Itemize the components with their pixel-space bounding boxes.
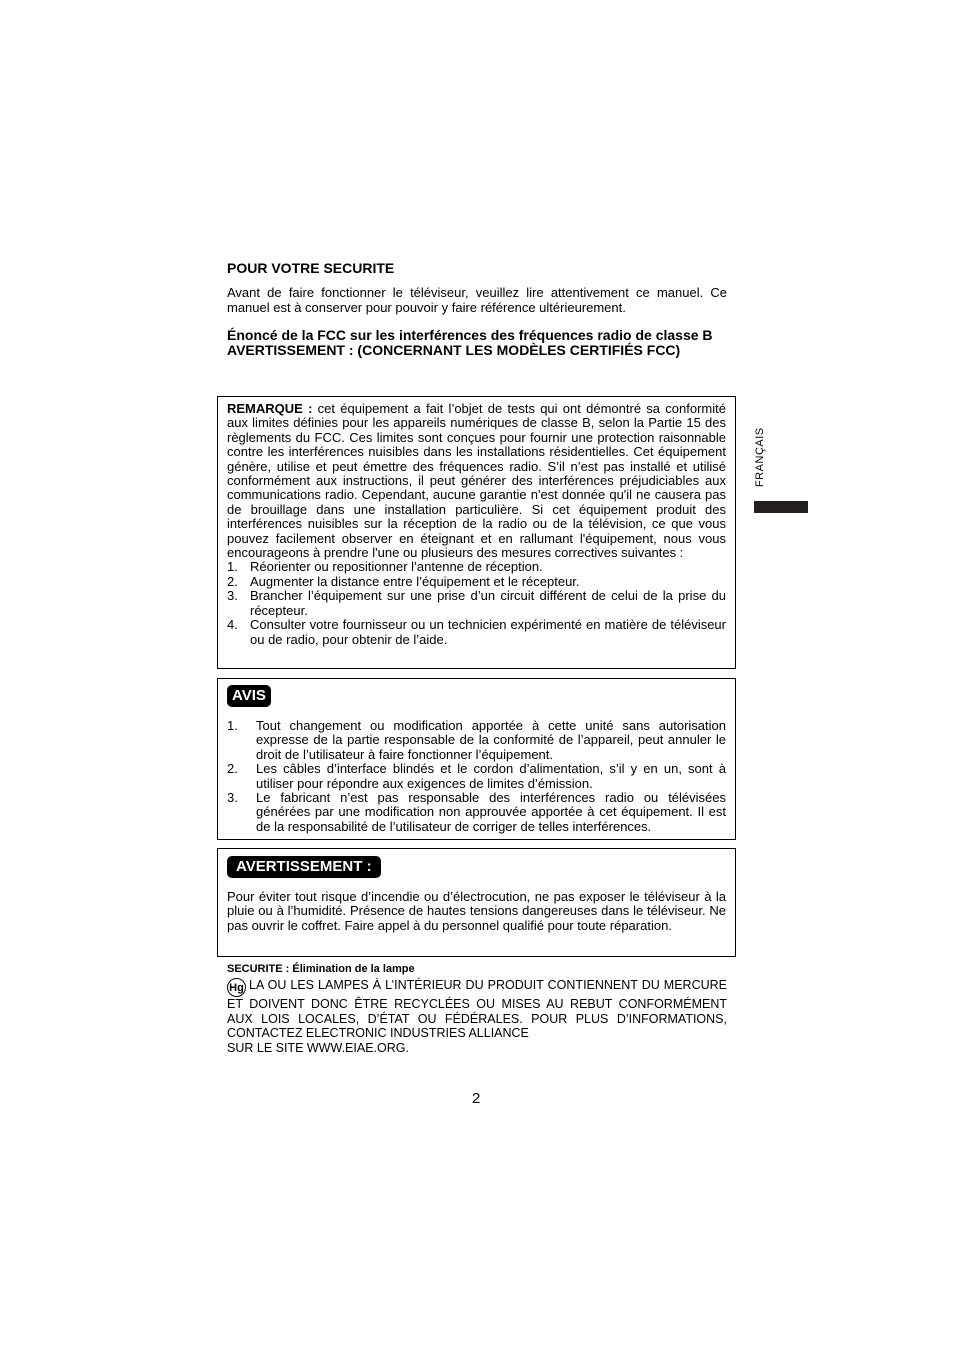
list-item <box>227 791 726 834</box>
list-item-text: Augmenter la distance entre l’équipement et le récepteur. <box>250 573 580 589</box>
avis-list <box>227 719 726 834</box>
list-item <box>227 589 726 618</box>
remarque-list <box>227 560 726 646</box>
remarque-lead: REMARQUE : <box>227 401 313 416</box>
fcc-title <box>227 328 732 357</box>
avertissement-badge: AVERTISSEMENT : <box>227 856 381 878</box>
list-item-text: Le fabricant n’est pas responsable des interférences radio ou télévisées générées par une modification non approuvée apportée à cet équipement. Il est de la responsabilité de l’utilisateur de corriger de telles interférences. <box>256 790 726 834</box>
intro-paragraph: Avant de faire fonctionner le téléviseur, veuillez lire attentivement ce manuel. Ce manuel est à conserver pour pouvoir y faire référence ultérieurement. <box>227 285 727 315</box>
page-number: 2 <box>472 1090 481 1107</box>
lamp-disposal-heading: SECURITE : Élimination de la lampe <box>227 963 415 975</box>
list-item-number: 4. <box>227 617 238 633</box>
list-item <box>227 560 726 574</box>
lamp-disposal-body: LA OU LES LAMPES À L’INTÉRIEUR DU PRODUIT CONTIENNENT DU MERCURE ET DOIVENT DONC ÊTRE RECYCLÉES OU MISES AU REBUT CONFORMÉMENT AUX LOIS LOCALES, D’ÉTAT OU FÉDÉRALES. POUR PLUS D’INFORMATIONS, CONTACTEZ ELECTRONIC INDUSTRIES ALLIANCE <box>227 978 727 1041</box>
list-item-number: 3. <box>227 790 238 806</box>
mercury-hg-icon: Hg <box>227 978 246 997</box>
fcc-title-line1: Énoncé de la FCC sur les interférences des fréquences radio de classe B <box>227 327 713 343</box>
language-tab-label: FRANÇAIS <box>754 427 766 487</box>
remarque-text: cet équipement a fait l’objet de tests qui ont démontré sa conformité aux limites définies pour les appareils numériques de classe B, selon la Partie 15 des règlements du FCC. Ces limites sont conçues pour fournir une protection raisonnable contre les interférences nuisibles dans les installations résidentielles. Cet équipement génère, utilise et peut émettre des fréquences radio. S’il n’est pas installé et utilisé conformément aux instructions, il peut générer des interférences préjudiciables aux communications radio. Cependant, aucune garantie n'est donnée qu'il ne causera pas de brouillage dans une installation particulière. Si cet équipement produit des interférences nuisibles sur la réception de la radio ou de la télévision, ce que vous pouvez facilement observer en éteignant et en rallumant l'équipement, nous vous encourageons à prendre l'une ou plusieurs des mesures correctives suivantes : <box>227 401 726 561</box>
list-item <box>227 618 726 647</box>
list-item-number: 3. <box>227 588 238 604</box>
avis-badge: AVIS <box>227 685 271 707</box>
list-item-number: 1. <box>227 559 238 575</box>
list-item <box>227 575 726 589</box>
list-item-text: Les câbles d’interface blindés et le cordon d’alimentation, s’il y en un, sont à utiliser pour répondre aux exigences de limites d’émission. <box>256 761 726 791</box>
list-item-number: 2. <box>227 761 238 777</box>
remarque-paragraph <box>227 402 726 560</box>
list-item-text: Brancher l’équipement sur une prise d’un circuit différent de celui de la prise du récepteur. <box>250 588 726 618</box>
avertissement-box <box>217 848 736 957</box>
avis-box <box>217 678 736 840</box>
list-item <box>227 762 726 791</box>
list-item-number: 2. <box>227 573 238 589</box>
list-item-text: Consulter votre fournisseur ou un technicien expérimenté en matière de téléviseur ou de radio, pour obtenir de l’aide. <box>250 617 726 647</box>
avertissement-text: Pour éviter tout risque d’incendie ou d’électrocution, ne pas exposer le téléviseur à la pluie ou à l’humidité. Présence de hautes tensions dangereuses dans le téléviseur. Ne pas ouvrir le coffret. Faire appel à du personnel qualifié pour toute réparation. <box>227 889 726 933</box>
language-tab-marker <box>754 501 808 513</box>
fcc-title-line2: AVERTISSEMENT : (CONCERNANT LES MODÈLES CERTIFIÉS FCC) <box>227 341 681 358</box>
list-item-text: Tout changement ou modification apportée à cette unité sans autorisation expresse de la partie responsable de la conformité de l’appareil, peut annuler le droit de l’utilisateur à faire fonctionner l’équipement. <box>256 718 726 762</box>
page-heading: POUR VOTRE SECURITE <box>227 260 395 276</box>
remarque-box <box>217 396 736 669</box>
list-item <box>227 719 726 762</box>
list-item-number: 1. <box>227 718 238 733</box>
lamp-disposal-website: SUR LE SITE WWW.EIAE.ORG. <box>227 1040 409 1055</box>
list-item-text: Réorienter ou repositionner l’antenne de réception. <box>250 559 543 575</box>
lamp-disposal-text <box>227 978 727 1055</box>
